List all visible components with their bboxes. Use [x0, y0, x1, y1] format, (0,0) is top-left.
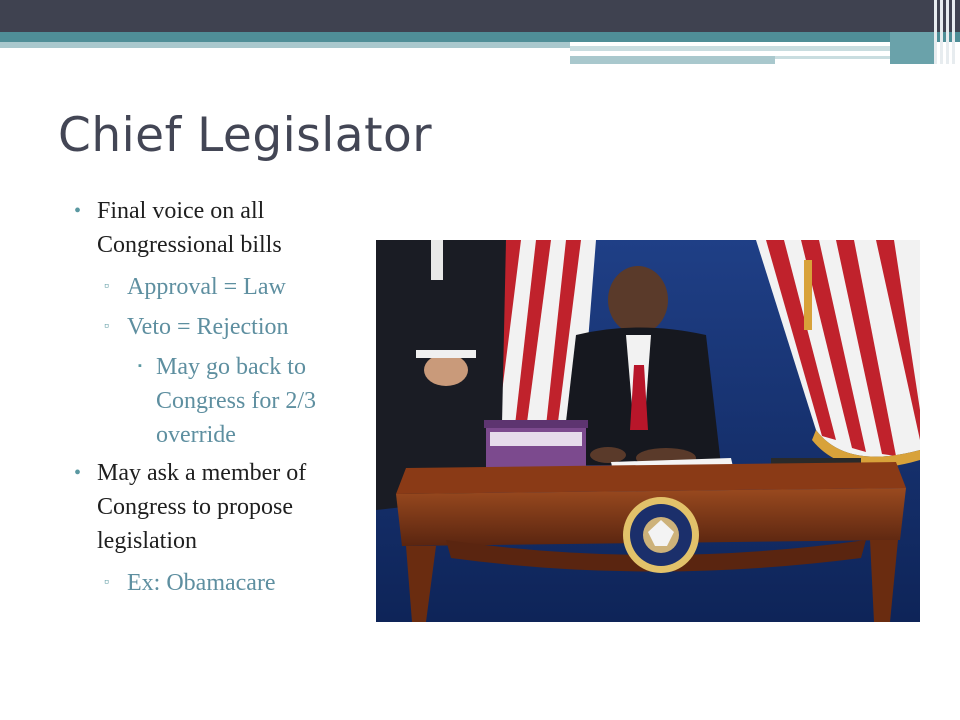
sub-bullet-item: ▫ Veto = Rejection [74, 310, 374, 344]
presidential-seal-icon [623, 497, 699, 573]
sub-bullet-item: ▫ Ex: Obamacare [74, 566, 374, 600]
bullet-item: • May ask a member of Congress to propose legislation [74, 456, 374, 558]
header-accent-light [0, 42, 570, 48]
header-accent [0, 32, 960, 42]
slide-title: Chief Legislator [58, 108, 433, 163]
sub-sub-bullet-item: ▪ May go back to Congress for 2/3 override [74, 350, 374, 452]
header-accent-light [570, 56, 775, 64]
header-accent-light [775, 56, 895, 59]
bill-signing-photo [376, 240, 920, 622]
bullet-item: • Final voice on all Congressional bills [74, 194, 374, 262]
header-band [0, 0, 960, 32]
header-accent-block [890, 32, 935, 64]
header-stripes [932, 0, 960, 64]
bullet-list [74, 194, 374, 606]
header-accent-light [570, 46, 890, 51]
sub-bullet-item: ▫ Approval = Law [74, 270, 374, 304]
